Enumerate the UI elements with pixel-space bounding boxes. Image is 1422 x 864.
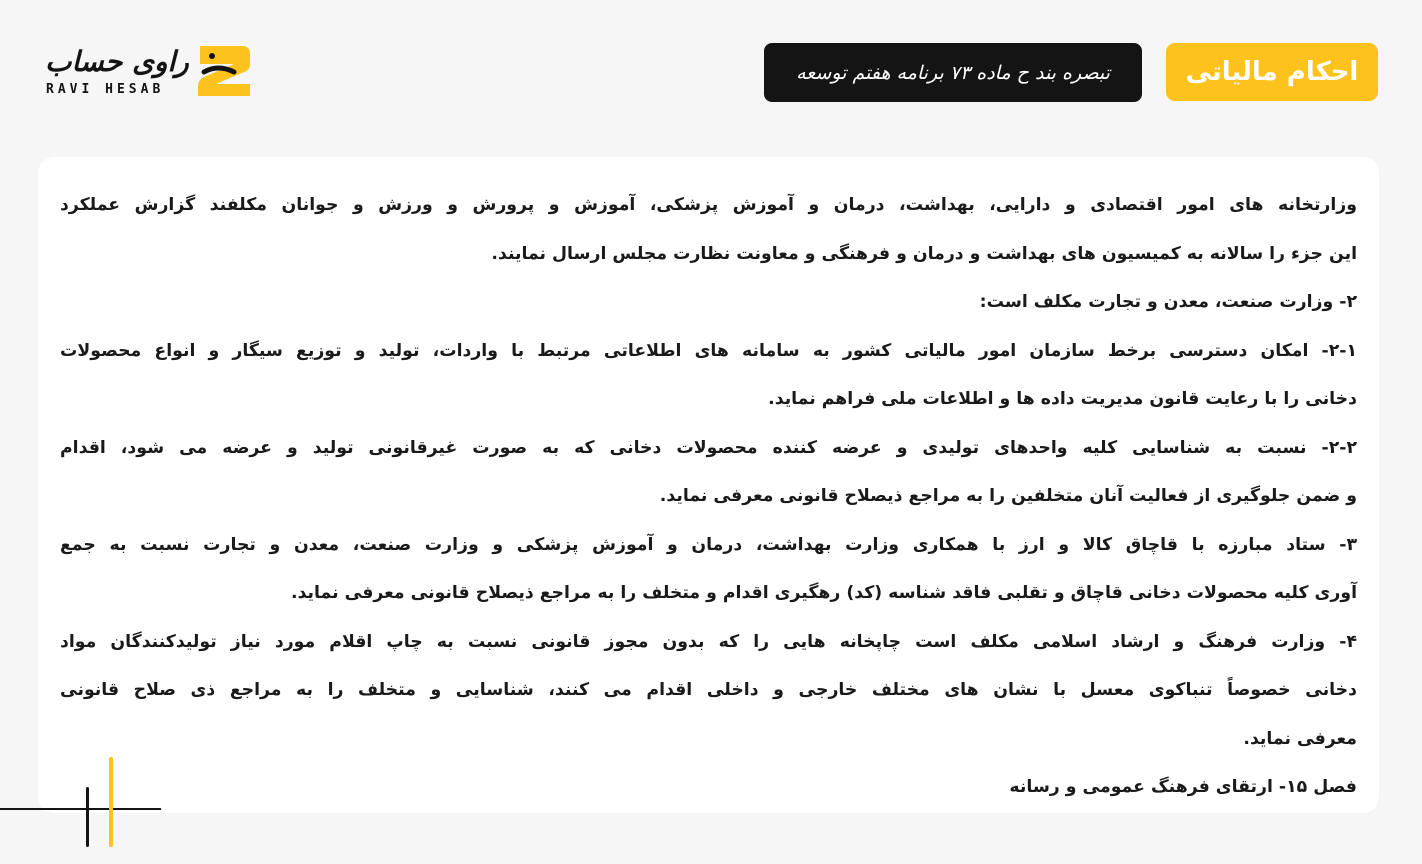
text-line: ۲-۱- امکان دسترسی برخط سازمان امور مالیاتی کشور به سامانه های اطلاعاتی مرتبط با واردات، تولید و توزیع سیگار و انواع محصولات xyxy=(60,340,1357,361)
ravi-hesab-logo-mark-icon xyxy=(194,42,252,98)
text-line: آوری کلیه محصولات دخانی قاچاق و تقلبی فاقد شناسه (کد) رهگیری اقدام و متخلف را به مراجع ذیصلاح قانونی معرفی نماید. xyxy=(290,583,1357,603)
text-line: دخانی را با رعایت قانون مدیریت داده ها و اطلاعات ملی فراهم نماید. xyxy=(768,389,1357,409)
text-line: ۲-۲- نسبت به شناسایی کلیه واحدهای تولیدی و عرضه کننده محصولات دخانی که به صورت غیرقانونی تولید و عرضه می شود، اقدام xyxy=(60,437,1357,458)
content-card xyxy=(38,157,1379,813)
decorative-vertical-line-yellow xyxy=(109,757,113,847)
ravi-hesab-logo xyxy=(40,40,252,102)
text-line: ۴- وزارت فرهنگ و ارشاد اسلامی مکلف است چاپخانه هایی را که بدون مجوز قانونی نسبت به چاپ اقلام مورد نیاز تولیدکنندگان مواد xyxy=(60,631,1357,652)
logo-latin-text: RAVI HESAB xyxy=(46,82,165,97)
logo-wordmark: راوی حساب xyxy=(45,45,189,78)
text-line: دخانی خصوصاً تنباکوی معسل با نشان های مختلف خارجی و داخلی اقدام می کنند، شناسایی و متخلف را به مراجع ذی صلاح قانونی xyxy=(60,680,1357,700)
section-title-badge: احکام مالیاتی xyxy=(1166,43,1378,101)
text-line: معرفی نماید. xyxy=(1243,728,1357,749)
decorative-vertical-line-dark xyxy=(86,787,89,847)
decorative-horizontal-line xyxy=(0,808,161,810)
text-line: این جزء را سالانه به کمیسیون های بهداشت و درمان و فرهنگی و معاونت نظارت مجلس ارسال نمایند. xyxy=(491,243,1357,264)
subtitle-badge: تبصره بند ح ماده ۷۳ برنامه هفتم توسعه xyxy=(764,43,1142,102)
text-line: وزارتخانه های امور اقتصادی و دارایی، بهداشت، درمان و آموزش پزشکی، آموزش و پرورش و ورزش و جوانان مکلفند گزارش عملکرد xyxy=(60,195,1357,215)
section-heading: فصل ۱۵- ارتقای فرهنگ عمومی و رسانه xyxy=(1009,777,1357,797)
text-line: ۳- ستاد مبارزه با قاچاق کالا و ارز با همکاری وزارت بهداشت، درمان و آموزش پزشکی و وزارت صنعت، معدن و تجارت نسبت به جمع xyxy=(60,534,1357,555)
text-line: ۲- وزارت صنعت، معدن و تجارت مکلف است: xyxy=(979,292,1357,312)
text-line: و ضمن جلوگیری از فعالیت آنان متخلفین را به مراجع ذیصلاح قانونی معرفی نماید. xyxy=(659,486,1357,506)
